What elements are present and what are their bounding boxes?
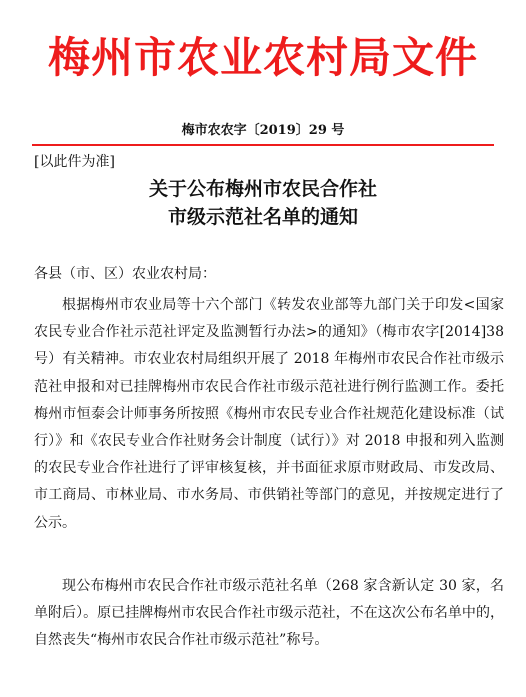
body-paragraph-2: 现公布梅州市农民合作社市级示范社名单（268 家含新认定 30 家，名单附后）。原已挂牌梅州市农民合作社市级示范社，不在这次公布名单中的，自然丧失“梅州市农民合作社市级示范社”称号。: [34, 578, 504, 649]
notice-title-line-2: 市级示范社名单的通知: [167, 206, 358, 228]
authoritative-copy-note: [以此件为准]: [34, 154, 115, 170]
salutation: 各县（市、区）农业农村局：: [34, 266, 216, 282]
notice-title-line-1: 关于公布梅州市农民合作社: [148, 178, 377, 200]
document-masthead: 梅州市农业农村局文件: [47, 33, 478, 82]
red-divider-line: [32, 144, 494, 146]
body-paragraph-1: 根据梅州市农业局等十六个部门《转发农业部等九部门关于印发<国家农民专业合作社示范社评定及监测暂行办法>的通知》（梅市农字[2014]38 号）有关精神。市农业农村局组织开展了 2018 年梅州市农民合作社市级示范社申报和对已挂牌梅州市农民合作社市级示范社进行例行监测工作。委托梅州市恒泰会计师事务所按照《梅州市农民专业合作社规范化建设标准（试行）》和《农民专业合作社财务会计制度（试行）》对 2018 申报和列入监测的农民专业合作社进行了评审核复核，并书面征求原市财政局、市发改局、市工商局、市林业局、市水务局、市供销社等部门的意见，并按规定进行了公示。: [34, 297, 504, 531]
document-number: 梅市农农字〔2019〕29 号: [181, 123, 345, 138]
